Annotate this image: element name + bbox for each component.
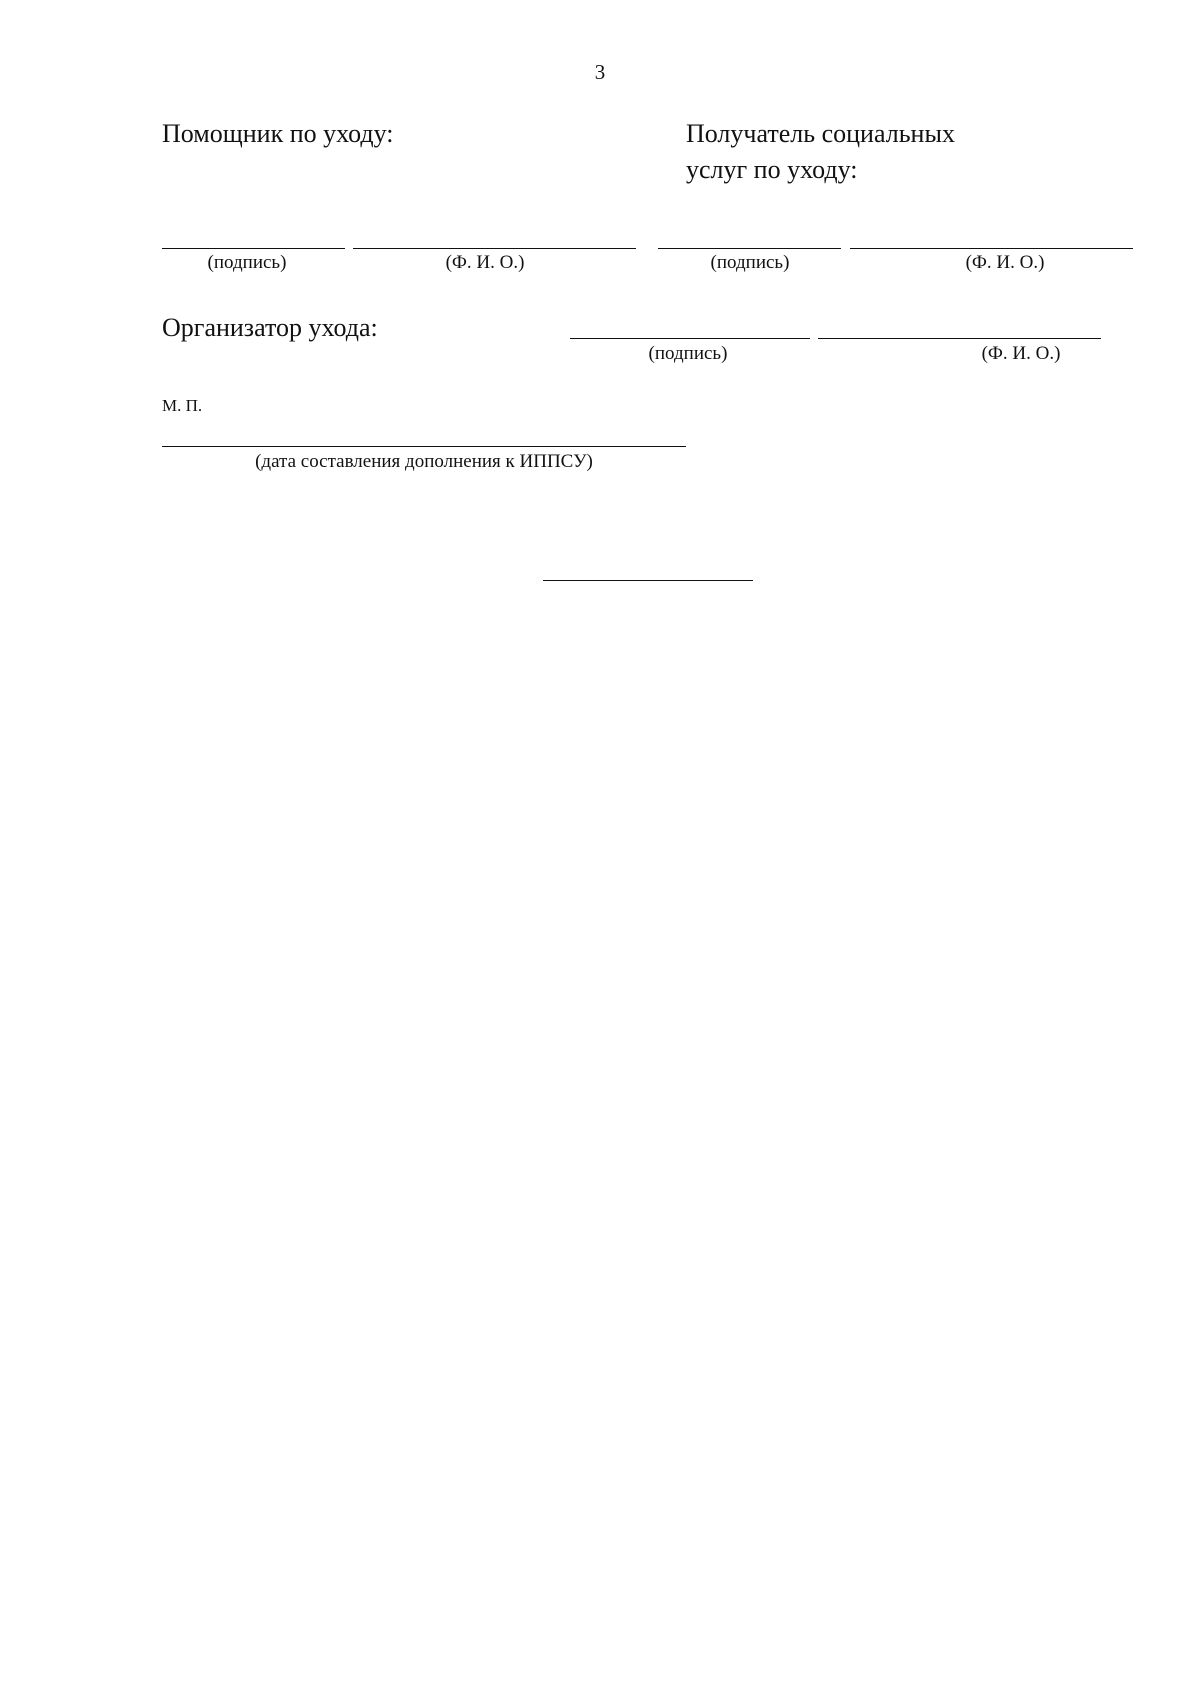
recipient-name-line (850, 248, 1133, 249)
stamp-label: М. П. (162, 396, 203, 415)
organizer-title: Организатор ухода: (162, 313, 378, 342)
organizer-signature-line (570, 338, 810, 339)
recipient-title-line1: Получатель социальных (686, 119, 955, 148)
organizer-name-line (818, 338, 1101, 339)
assistant-signature-caption: (подпись) (207, 252, 287, 273)
date-line (162, 446, 686, 447)
recipient-signature-caption: (подпись) (710, 252, 790, 273)
closing-divider (543, 580, 753, 581)
recipient-title (686, 116, 955, 188)
assistant-name-caption: (Ф. И. О.) (445, 252, 525, 273)
assistant-name-line (353, 248, 636, 249)
organizer-name-caption: (Ф. И. О.) (981, 343, 1061, 364)
date-caption: (дата составления дополнения к ИППСУ) (255, 451, 593, 472)
recipient-title-line2: услуг по уходу: (686, 155, 858, 184)
assistant-signature-line (162, 248, 345, 249)
recipient-name-caption: (Ф. И. О.) (965, 252, 1045, 273)
recipient-signature-line (658, 248, 841, 249)
page-number: 3 (594, 60, 606, 84)
assistant-title: Помощник по уходу: (162, 119, 394, 148)
organizer-signature-caption: (подпись) (648, 343, 728, 364)
